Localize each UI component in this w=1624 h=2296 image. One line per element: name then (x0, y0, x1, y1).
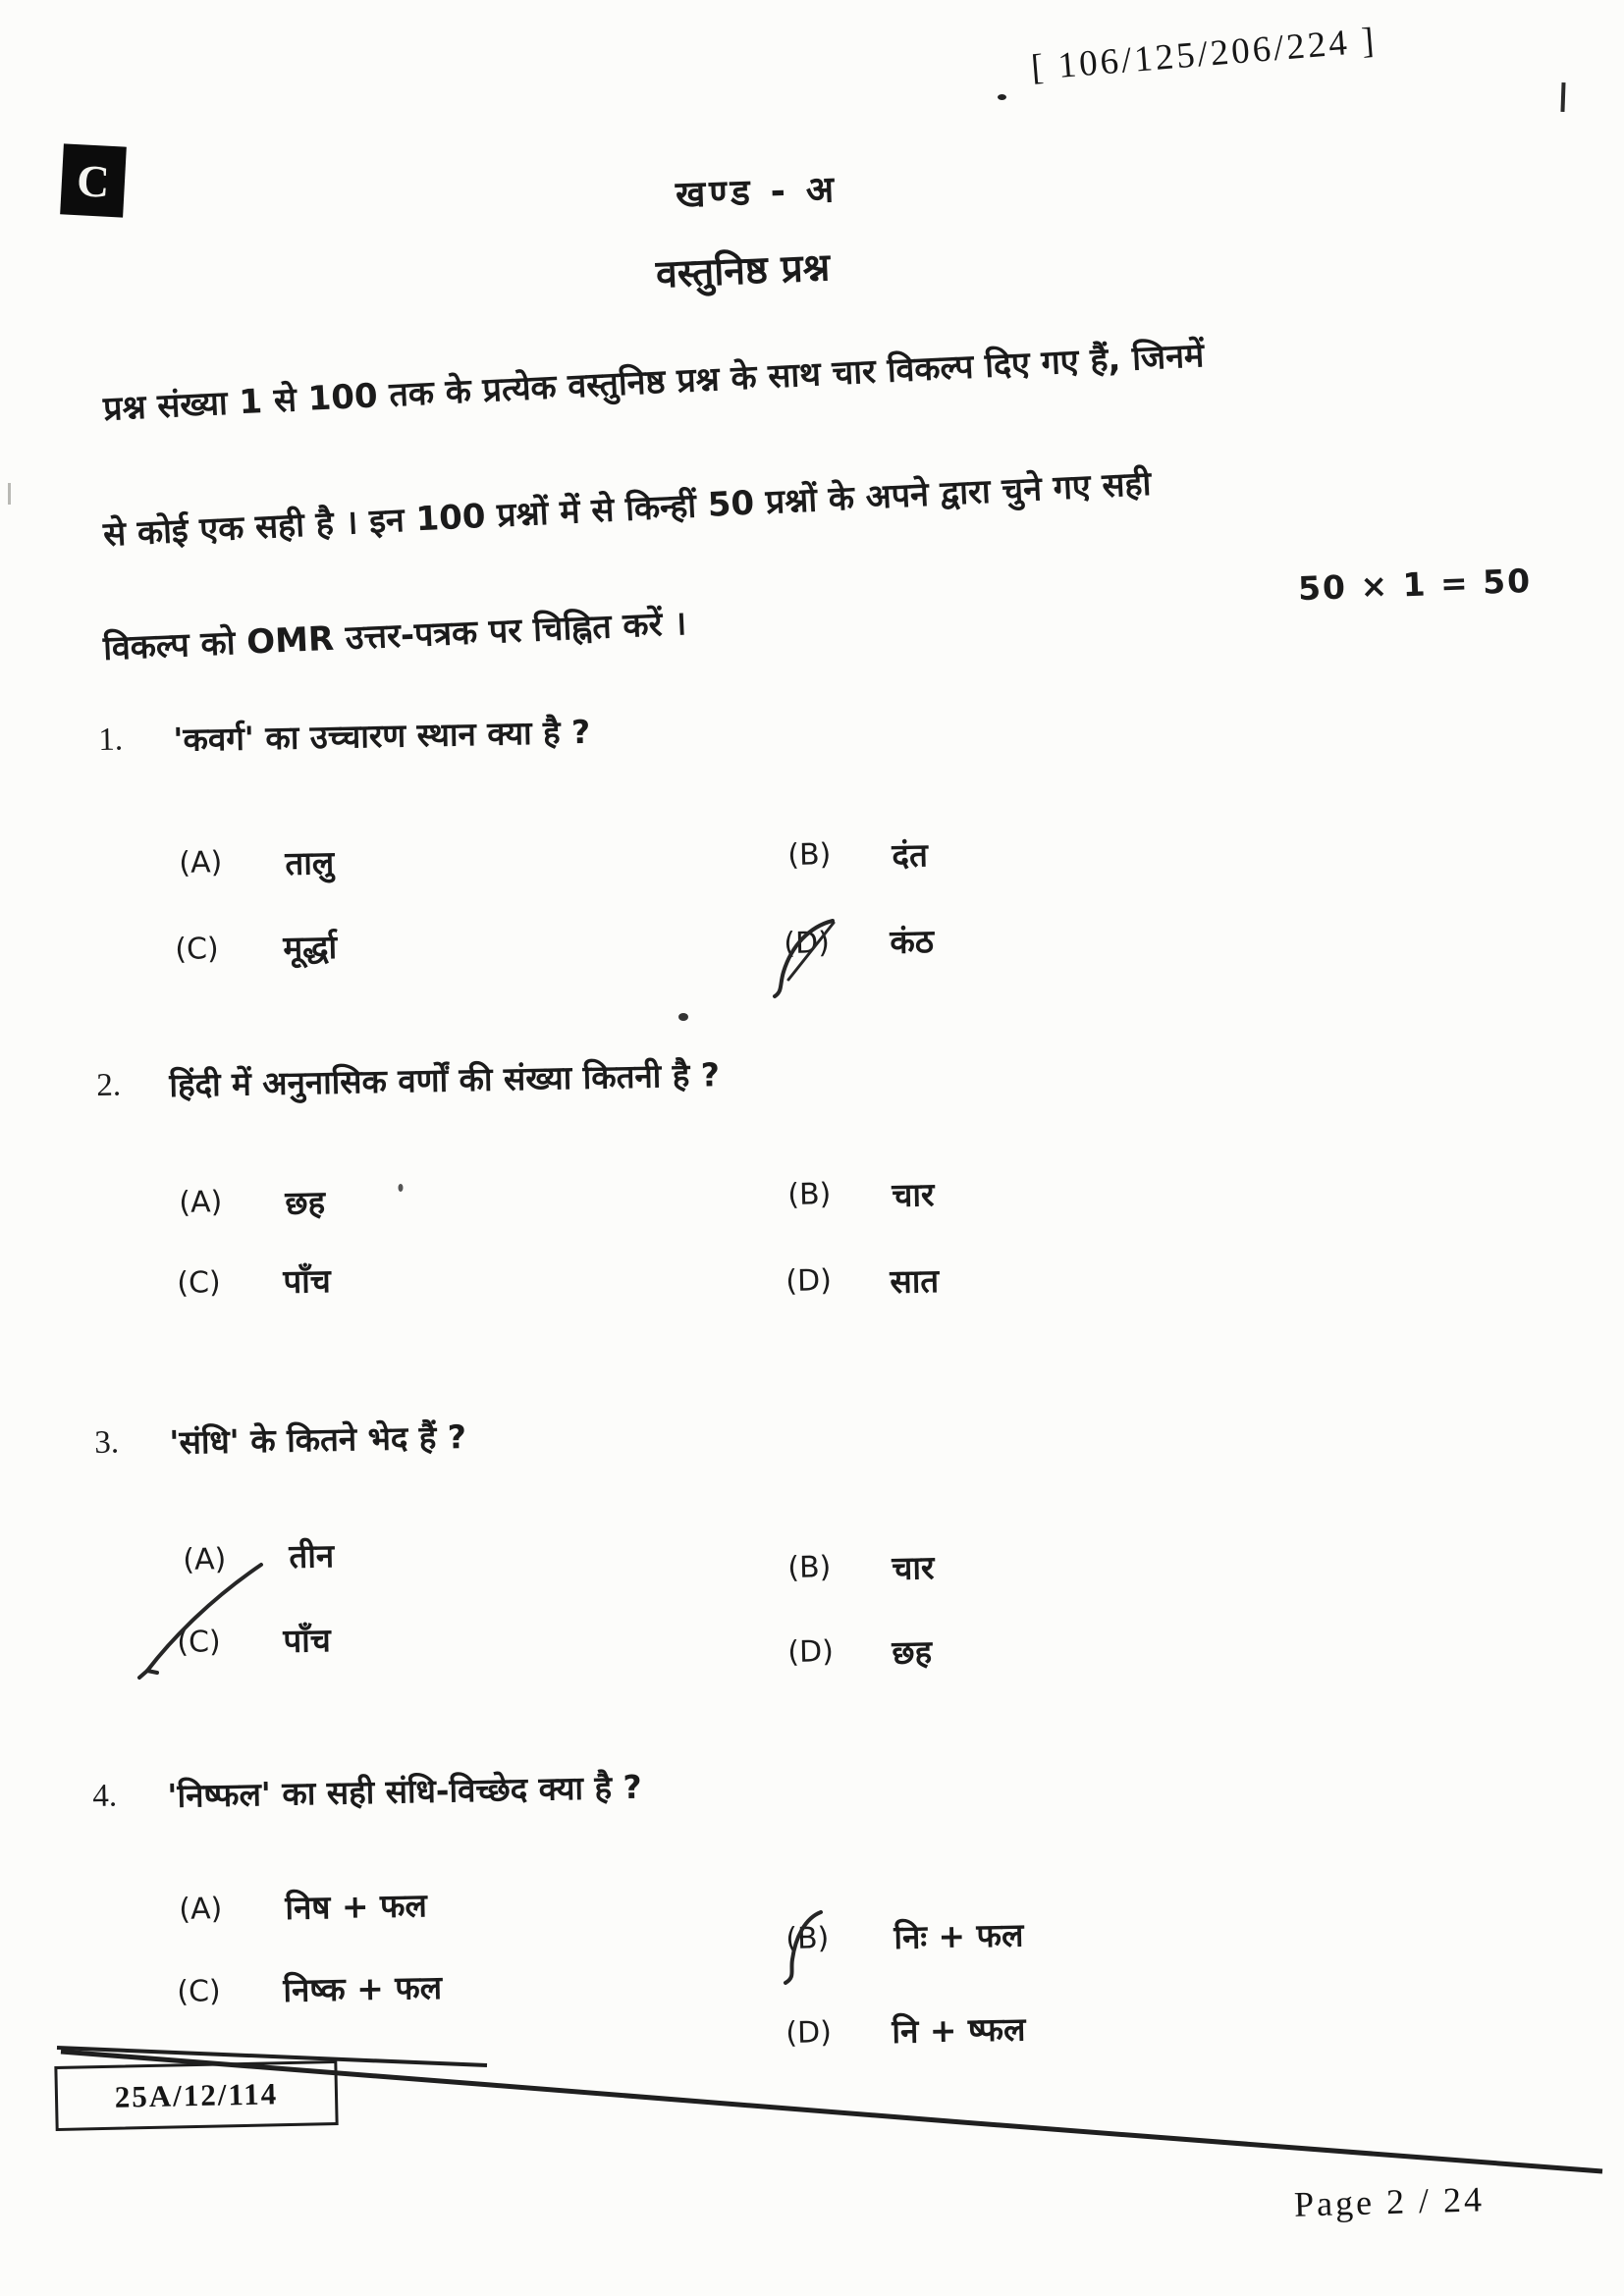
option-label-d: (D) (785, 2015, 833, 2051)
stray-ink-tick (1560, 82, 1565, 112)
option-text-b: दंत (892, 835, 929, 875)
page-number: Page 2 / 24 (1293, 2179, 1486, 2224)
option-label-b: (B) (787, 837, 832, 873)
section-subtitle: वस्तुनिष्ठ प्रश्न (655, 245, 832, 297)
option-text-d: नि + ष्फल (892, 2009, 1026, 2051)
option-label-a: (A) (179, 845, 223, 881)
option-label-c: (C) (177, 1265, 222, 1301)
stray-ink-dot-mid (678, 1013, 688, 1021)
option-label-c: (C) (177, 1974, 222, 2009)
option-text-c: मूर्द्धा (283, 927, 338, 967)
option-text-b: निः + फल (893, 1915, 1024, 1956)
option-label-c: (C) (177, 1625, 222, 1660)
instruction-line-1: प्रश्न संख्या 1 से 100 तक के प्रत्येक वस्तुनिष्ठ प्रश्न के साथ चार विकल्प दिए गए हैं, जिनमें (102, 336, 1206, 429)
paper-code: 25A/12/114 (114, 2076, 279, 2114)
option-text-b: चार (892, 1175, 935, 1214)
option-label-d: (D) (787, 1634, 835, 1670)
option-label-a: (A) (183, 1542, 227, 1577)
question-text: 'निष्फल' का सही संधि-विच्छेद क्या है ? (167, 1767, 643, 1815)
option-label-a: (A) (179, 1892, 223, 1927)
question-text: हिंदी में अनुनासिक वर्णों की संख्या कितनी है ? (169, 1055, 721, 1104)
stray-ink-dot (998, 94, 1006, 100)
booklet-series-box (60, 143, 127, 217)
marks-formula: 50 × 1 = 50 (1297, 561, 1533, 609)
option-text-a: छह (285, 1183, 326, 1222)
option-label-b: (B) (785, 1921, 830, 1956)
instruction-line-3: विकल्प को OMR उत्तर-पत्रक पर चिह्नित करें । (102, 604, 688, 668)
question-text: 'कवर्ग' का उच्चारण स्थान क्या है ? (173, 712, 591, 759)
scan-edge-speck (8, 483, 11, 505)
option-label-d: (D) (784, 926, 831, 961)
question-number: 2. (96, 1067, 122, 1103)
question-text: 'संधि' के कितने भेद हैं ? (169, 1417, 467, 1462)
option-label-c: (C) (175, 932, 220, 967)
option-text-c: पाँच (283, 1621, 332, 1660)
option-text-c: निष्क + फल (283, 1967, 443, 2009)
option-text-c: पाँच (283, 1261, 332, 1301)
instruction-line-2: से कोई एक सही है । इन 100 प्रश्नों में से किन्हीं 50 प्रश्नों के अपने द्वारा चुने गए सही (102, 463, 1153, 555)
paper-code-box (54, 2060, 338, 2131)
question-paper-code: [ 106/125/206/224 ] (1029, 20, 1379, 89)
option-text-d: छह (892, 1632, 933, 1672)
question-number: 3. (94, 1424, 120, 1461)
option-label-a: (A) (179, 1185, 223, 1220)
option-label-b: (B) (787, 1177, 832, 1212)
option-text-a: तालु (285, 843, 335, 882)
stray-speck (399, 1184, 404, 1192)
option-label-d: (D) (785, 1263, 833, 1299)
option-text-a: तीन (289, 1536, 335, 1575)
option-text-d: कंठ (890, 922, 935, 961)
option-text-d: सात (890, 1261, 940, 1301)
booklet-series-letter: C (76, 154, 111, 207)
option-text-a: निष + फल (285, 1886, 428, 1927)
section-title: खण्ड - अ (675, 168, 839, 216)
pen-mark-q3-option-a-arrowhead (139, 1671, 157, 1678)
question-number: 4. (92, 1778, 118, 1814)
question-number: 1. (98, 721, 124, 758)
option-text-b: चार (892, 1548, 935, 1587)
option-label-b: (B) (787, 1550, 832, 1585)
